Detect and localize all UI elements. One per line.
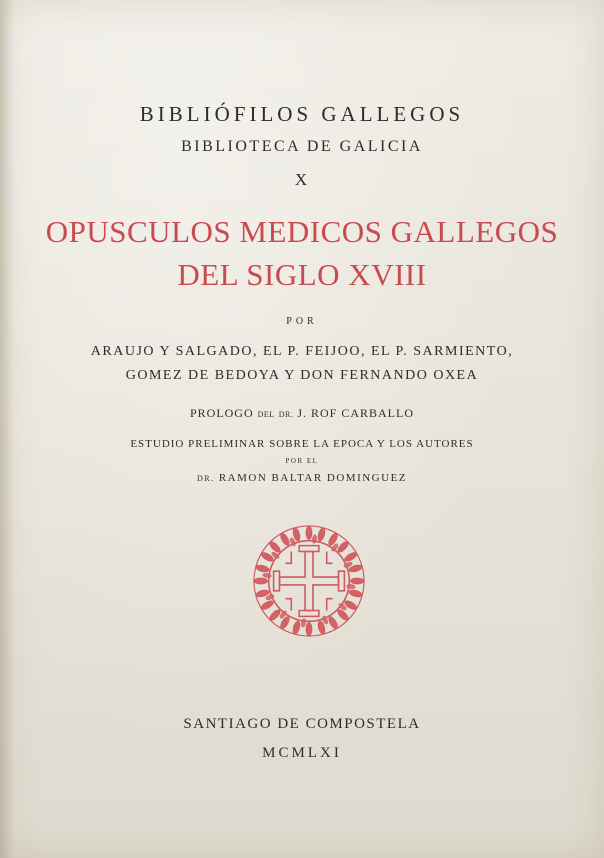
volume-number: X [294, 170, 310, 189]
study-by: POR EL [285, 457, 319, 465]
study-author [0, 472, 604, 484]
prologue-dr: DR. [278, 410, 294, 419]
publication-year: MCMLXI [262, 745, 342, 761]
prologue-prefix: PROLOGO [189, 406, 254, 420]
cross-in-laurel-wreath-icon [250, 522, 368, 640]
by-label: POR [286, 316, 318, 327]
study-name: RAMON BALTAR DOMINGUEZ [218, 472, 408, 484]
authors-line-2: GOMEZ DE BEDOYA Y DON FERNANDO OXEA [125, 368, 479, 383]
subseries-title: BIBLIOTECA DE GALICIA [181, 138, 423, 155]
book-title-line-2: DEL SIGLO XVIII [177, 257, 427, 292]
series-title: BIBLIÓFILOS GALLEGOS [139, 102, 465, 126]
study-dr: DR. [196, 474, 215, 483]
study-line: ESTUDIO PRELIMINAR SOBRE LA EPOCA Y LOS AUTORES [130, 438, 474, 450]
authors-line-1: ARAUJO Y SALGADO, EL P. FEIJOO, EL P. SARMIENTO, [90, 344, 514, 359]
prologue-credit [0, 406, 604, 421]
book-title-line-1: OPUSCULOS MEDICOS GALLEGOS [45, 214, 559, 249]
publication-place: SANTIAGO DE COMPOSTELA [183, 716, 421, 732]
prologue-del: DEL [257, 410, 275, 419]
prologue-name: J. ROF CARBALLO [297, 406, 415, 420]
